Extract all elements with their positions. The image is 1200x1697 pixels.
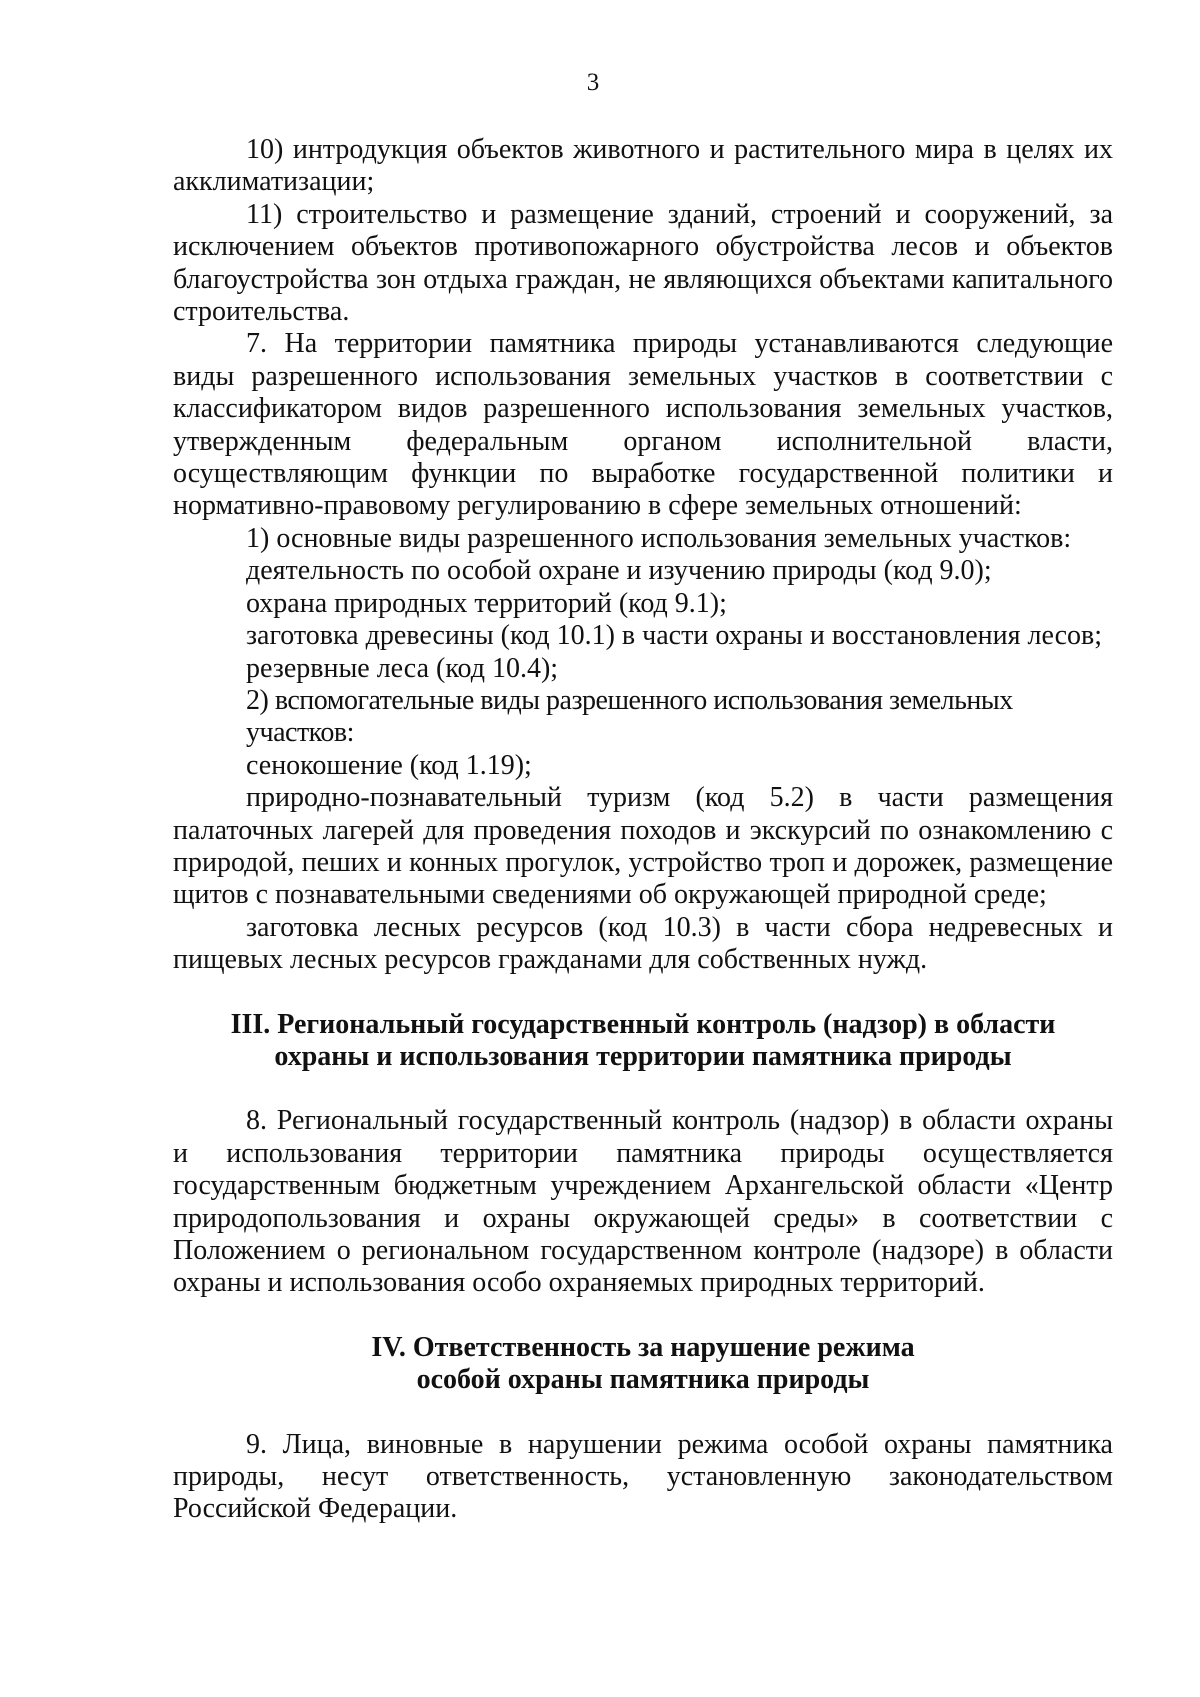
page-number: 3 xyxy=(586,69,600,96)
paragraph-9: 9. Лица, виновные в нарушении режима особой охраны памятника природы, несут ответственность, установленную законодательством Российской Федерации. xyxy=(173,1428,1113,1525)
section-3-heading-line-1: III. Региональный государственный контроль (надзор) в области xyxy=(230,1008,1056,1040)
aux-use-1: сенокошение (код 1.19); xyxy=(246,749,532,781)
basic-use-2: охрана природных территорий (код 9.1); xyxy=(246,587,727,619)
section-4-heading xyxy=(173,1332,1113,1397)
item-11: 11) строительство и размещение зданий, строений и сооружений, за исключением объектов противопожарного обустройства лесов и объектов благоустройства зон отдыха граждан, не являющихся объектами капитального строительства. xyxy=(173,198,1113,328)
section-3-heading-line-2: охраны и использования территории памятника природы xyxy=(274,1040,1012,1072)
basic-use-4: резервные леса (код 10.4); xyxy=(246,652,559,684)
aux-use-3: заготовка лесных ресурсов (код 10.3) в части сбора недревесных и пищевых лесных ресурсов гражданами для собственных нужд. xyxy=(173,911,1113,976)
paragraph-8: 8. Региональный государственный контроль (надзор) в области охраны и использования территории памятника природы осуществляется государственным бюджетным учреждением Архангельской области «Центр природопользования и охраны окружающей среды» в соответствии с Положением о региональном государственном контроле (надзоре) в области охраны и использования особо охраняемых природных территорий. xyxy=(173,1105,1113,1299)
section-3-heading xyxy=(173,1009,1113,1074)
aux-use-2: природно-познавательный туризм (код 5.2) в части размещения палаточных лагерей для проведения походов и экскурсий по ознакомлению с природой, пеших и конных прогулок, устройство троп и дорожек, размещение щитов с познавательными сведениями об окружающей природной среде; xyxy=(173,782,1113,911)
section-4-heading-line-1: IV. Ответственность за нарушение режима xyxy=(371,1331,915,1363)
document-body xyxy=(173,134,1113,1526)
section-4-heading-line-2: особой охраны памятника природы xyxy=(416,1364,870,1396)
aux-uses-title: 2) вспомогательные виды разрешенного использования земельных участков: xyxy=(246,684,1013,749)
item-10: 10) интродукция объектов животного и растительного мира в целях их акклиматизации; xyxy=(173,134,1113,198)
basic-use-3: заготовка древесины (код 10.1) в части охраны и восстановления лесов; xyxy=(246,620,1103,652)
basic-uses-title: 1) основные виды разрешенного использования земельных участков: xyxy=(246,522,1072,554)
basic-use-1: деятельность по особой охране и изучению природы (код 9.0); xyxy=(246,555,992,587)
paragraph-7: 7. На территории памятника природы устанавливаются следующие виды разрешенного использования земельных участков в соответствии с классификатором видов разрешенного использования земельных участков, утвержденным федеральным органом исполнительной власти, осуществляющим функции по выработке государственной политики и нормативно-правовому регулированию в сфере земельных отношений: xyxy=(173,328,1113,522)
